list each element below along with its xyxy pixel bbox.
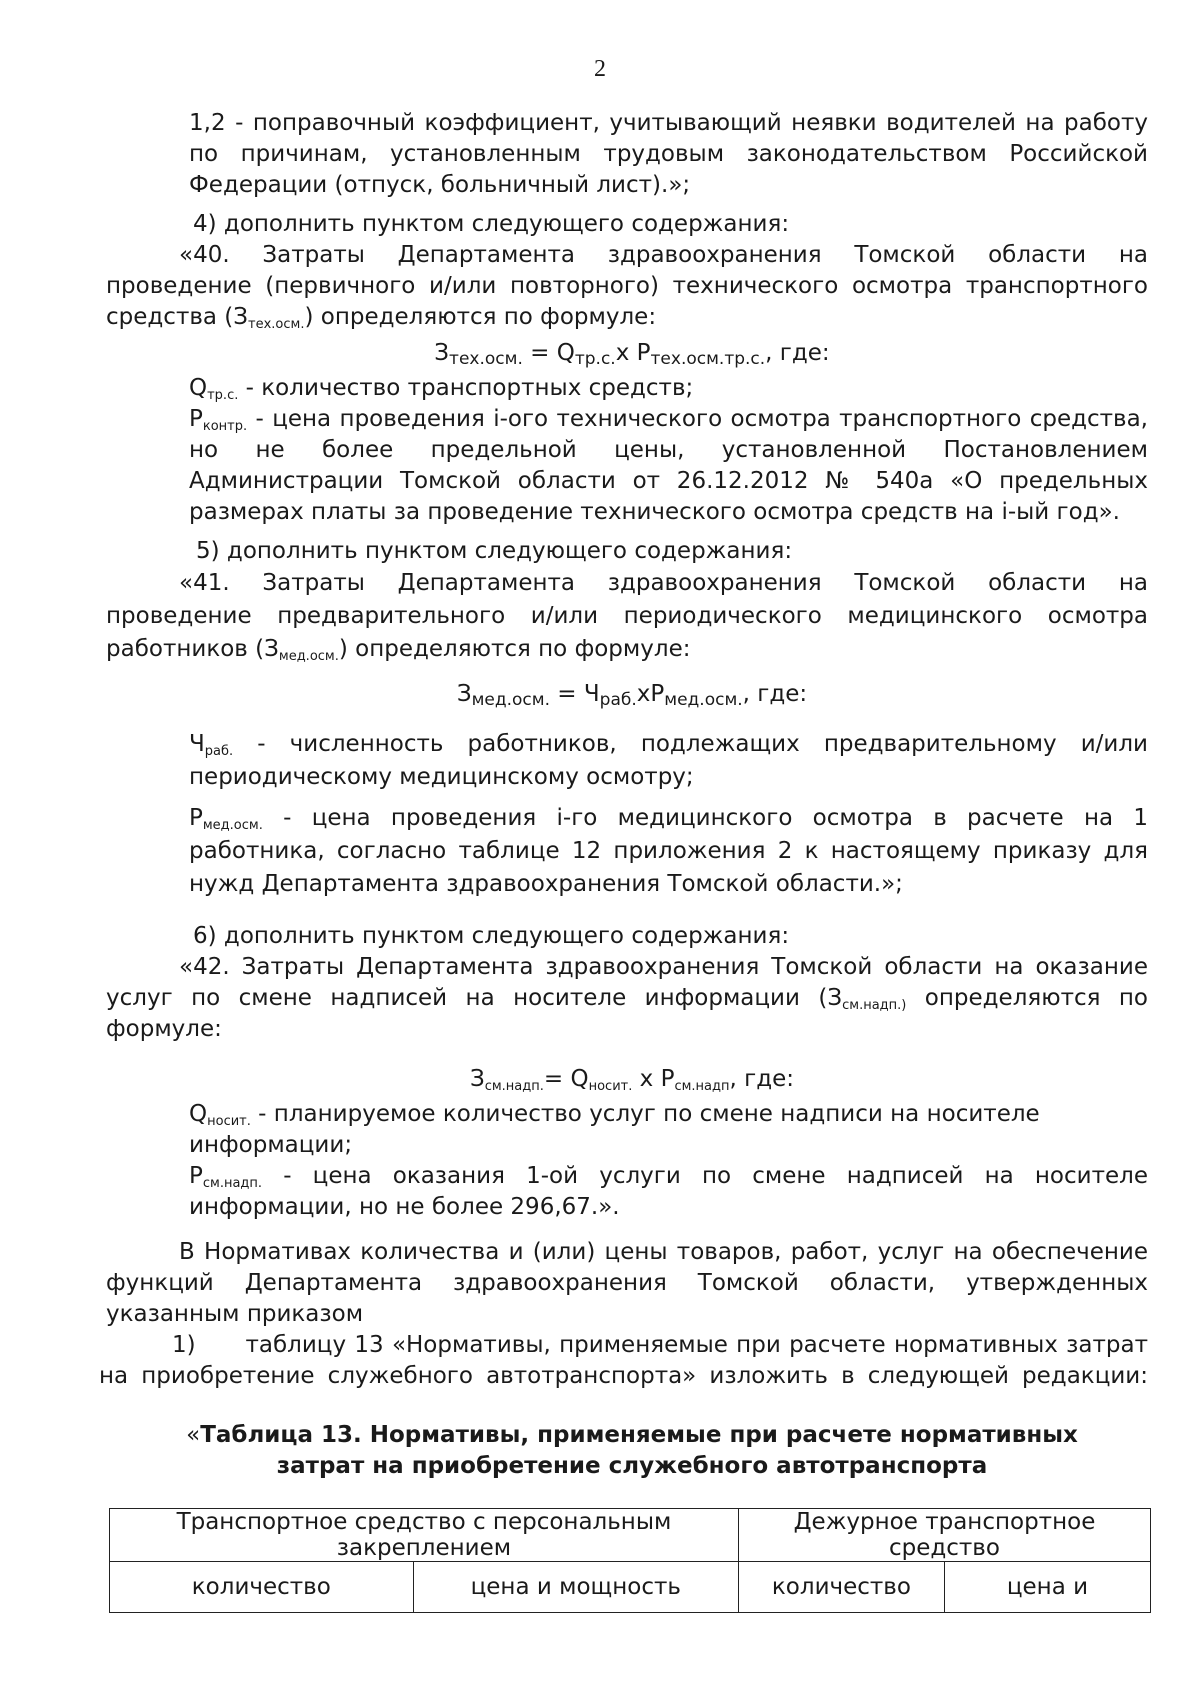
subheader-quantity-duty: количество (738, 1562, 944, 1613)
definition-service-count: $Q_{носит.}$ - планируемое количество услуг по смене надписи на носителе информации; (189, 1101, 1040, 1158)
normatives-table (109, 1508, 1151, 1613)
table-title: «Таблица 13. Нормативы, применяемые при расчете нормативных затрат на приобретение служебного автотранспорта (186, 1422, 1078, 1479)
table-subheader-row (110, 1562, 1151, 1613)
item-5-heading: 5) дополнить пунктом следующего содержания: (196, 538, 793, 564)
header-duty-vehicle: Дежурное транспортное средство (738, 1509, 1150, 1562)
definition-medical-price: $P_{мед.осм.}$ - цена проведения i-го медицинского осмотра в расчете на 1 работника, согласно таблице 12 приложения 2 к настоящему приказу для нужд Департамента здравоохранения Томской области.»; (189, 805, 1148, 897)
table-header-row (110, 1509, 1151, 1562)
item-6-heading: 6) дополнить пунктом следующего содержания: (193, 923, 790, 949)
formula-sign-change: $З_{см.надп.}= Q_{носит.}$ х $P_{см.надп}$, где: (469, 1066, 795, 1094)
page-number: 2 (594, 56, 606, 82)
subheader-price-duty: цена и (944, 1562, 1150, 1613)
definition-worker-count: $Ч_{раб.}$ - численность работников, подлежащих предварительному и/или периодическому медицинскому осмотру; (189, 731, 1148, 790)
definition-inspection-price: $P_{контр.}$ - цена проведения i-ого технического осмотра транспортного средства, но не более предельной цены, установленной Постановлением Администрации Томской области от 26.12.2012 № 540а «О предельных размерах платы за проведение технического осмотра средств на i-ый год». (189, 406, 1148, 525)
item-4-heading: 4) дополнить пунктом следующего содержания: (193, 211, 790, 237)
paragraph-correction-coefficient: 1,2 - поправочный коэффициент, учитывающий неявки водителей на работу по причинам, установленным трудовым законодательством Российской Федерации (отпуск, больничный лист).»; (189, 110, 1148, 198)
subheader-price-power-personal: цена и мощность (413, 1562, 738, 1613)
paragraph-normatives: В Нормативах количества и (или) цены товаров, работ, услуг на обеспечение функций Департамента здравоохранения Томской области, утвержденных указанным приказом (106, 1239, 1148, 1327)
definition-service-price: $P_{см.надп.}$ - цена оказания 1-ой услуги по смене надписей на носителе информации, но не более 296,67.». (189, 1163, 1148, 1220)
list-item-1: 1) таблицу 13 «Нормативы, применяемые при расчете нормативных затрат на приобретение служебного автотранспорта» изложить в следующей редакции: (99, 1332, 1148, 1389)
formula-tech-inspection: $З_{тех.осм.} = Q_{тр.с.}х$ $P_{тех.осм.тр.с.}$, где: (434, 340, 830, 369)
item-4-text: «40. Затраты Департамента здравоохранения Томской области на проведение (первичного и/или повторного) технического осмотра транспортного средства $(З_{тех.осм.})$ определяются по формуле: (106, 242, 1148, 332)
document-body (99, 108, 1149, 1613)
formula-medical-inspection: $З_{мед.осм.} = Ч_{раб.}хP_{мед.осм.}$, где: (456, 681, 808, 710)
header-personal-vehicle: Транспортное средство с персональным закреплением (110, 1509, 739, 1562)
item-6-text: «42. Затраты Департамента здравоохранения Томской области на оказание услуг по смене надписей на носителе информации ($З_{см.надп.)}$ определяются по формуле: (106, 954, 1149, 1042)
subheader-quantity-personal: количество (110, 1562, 414, 1613)
definition-vehicle-count: $Q_{тр.с.}$ - количество транспортных средств; (189, 375, 694, 403)
item-5-text: «41. Затраты Департамента здравоохранения Томской области на проведение предварительного и/или периодического медицинского осмотра работников $(З_{мед.осм.})$ определяются по формуле: (106, 570, 1148, 664)
